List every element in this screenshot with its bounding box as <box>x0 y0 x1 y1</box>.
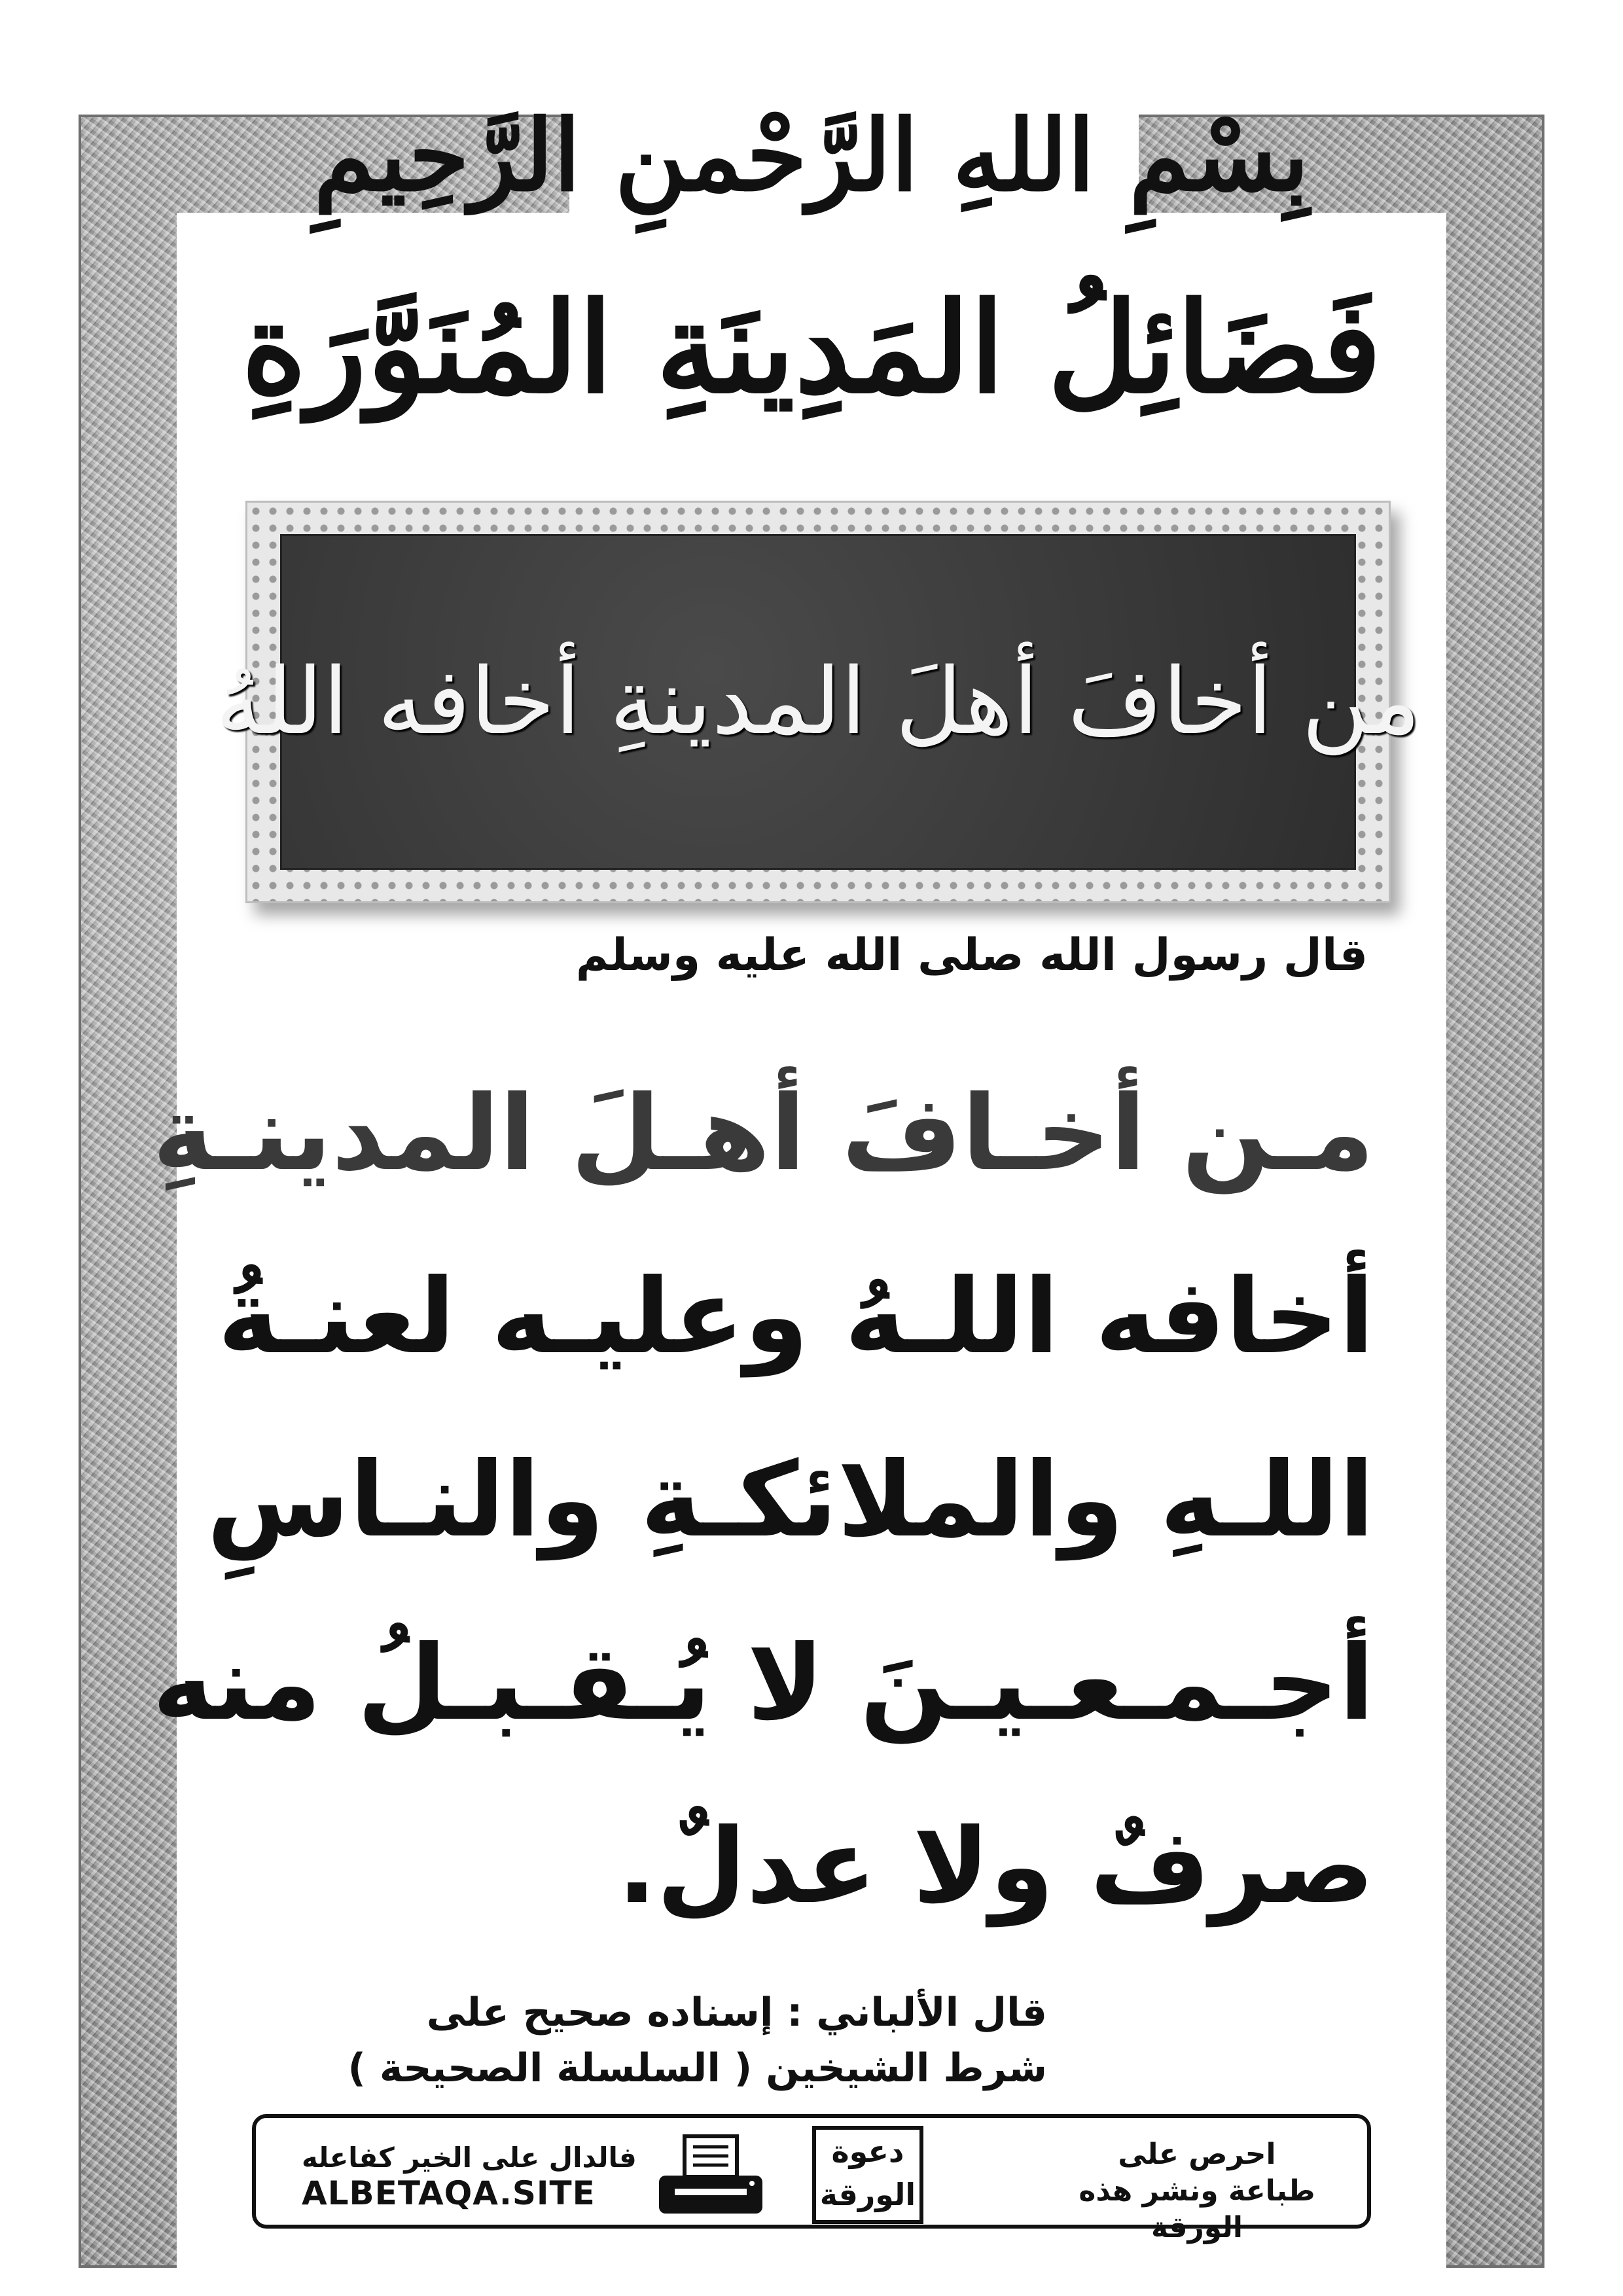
site-link[interactable]: ALBETAQA.SITE <box>302 2174 596 2212</box>
hadith-line-5: صرفٌ ولا عدلٌ. <box>617 1806 1374 1927</box>
logo: دعوة الورقة <box>812 2126 923 2224</box>
source-line-1: قال الألباني : إسناده صحيح على <box>426 1990 1047 2036</box>
banner-text: من أخافَ أهلَ المدينةِ أخافه اللهُ <box>215 649 1421 755</box>
narrator-line: قال رسول الله صلى الله عليه وسلم <box>575 929 1368 981</box>
footer-bar <box>252 2114 1371 2244</box>
page-title: فَضَائِلُ المَدِينَةِ المُنَوَّرَةِ <box>241 275 1382 421</box>
hadith-line-1: مـن أخـافَ أهـلَ المدينـةِ <box>152 1073 1374 1194</box>
footer-slogan-right: احرص على طباعة ونشر هذه الورقة <box>1079 2138 1315 2244</box>
hadith-line-2: أخافه اللـهُ وعليـه لعنـةُ <box>217 1257 1374 1377</box>
hadith-line-3: اللـهِ والملائكـةِ والنـاسِ <box>207 1440 1374 1560</box>
source-line-2: شرط الشيخين ( السلسلة الصحيحة ) <box>348 2045 1047 2091</box>
printer-icon <box>655 2134 766 2217</box>
footer-slogan-left: فالدال على الخير كفاعله <box>302 2142 637 2174</box>
hadith-line-4: أجـمـعـيـنَ لا يُـقـبـلُ منه <box>152 1623 1374 1744</box>
banner-panel <box>215 534 1421 870</box>
basmala: بِسْمِ اللهِ الرَّحْمنِ الرَّحِيمِ <box>313 98 1310 213</box>
hadith-banner <box>215 501 1421 903</box>
